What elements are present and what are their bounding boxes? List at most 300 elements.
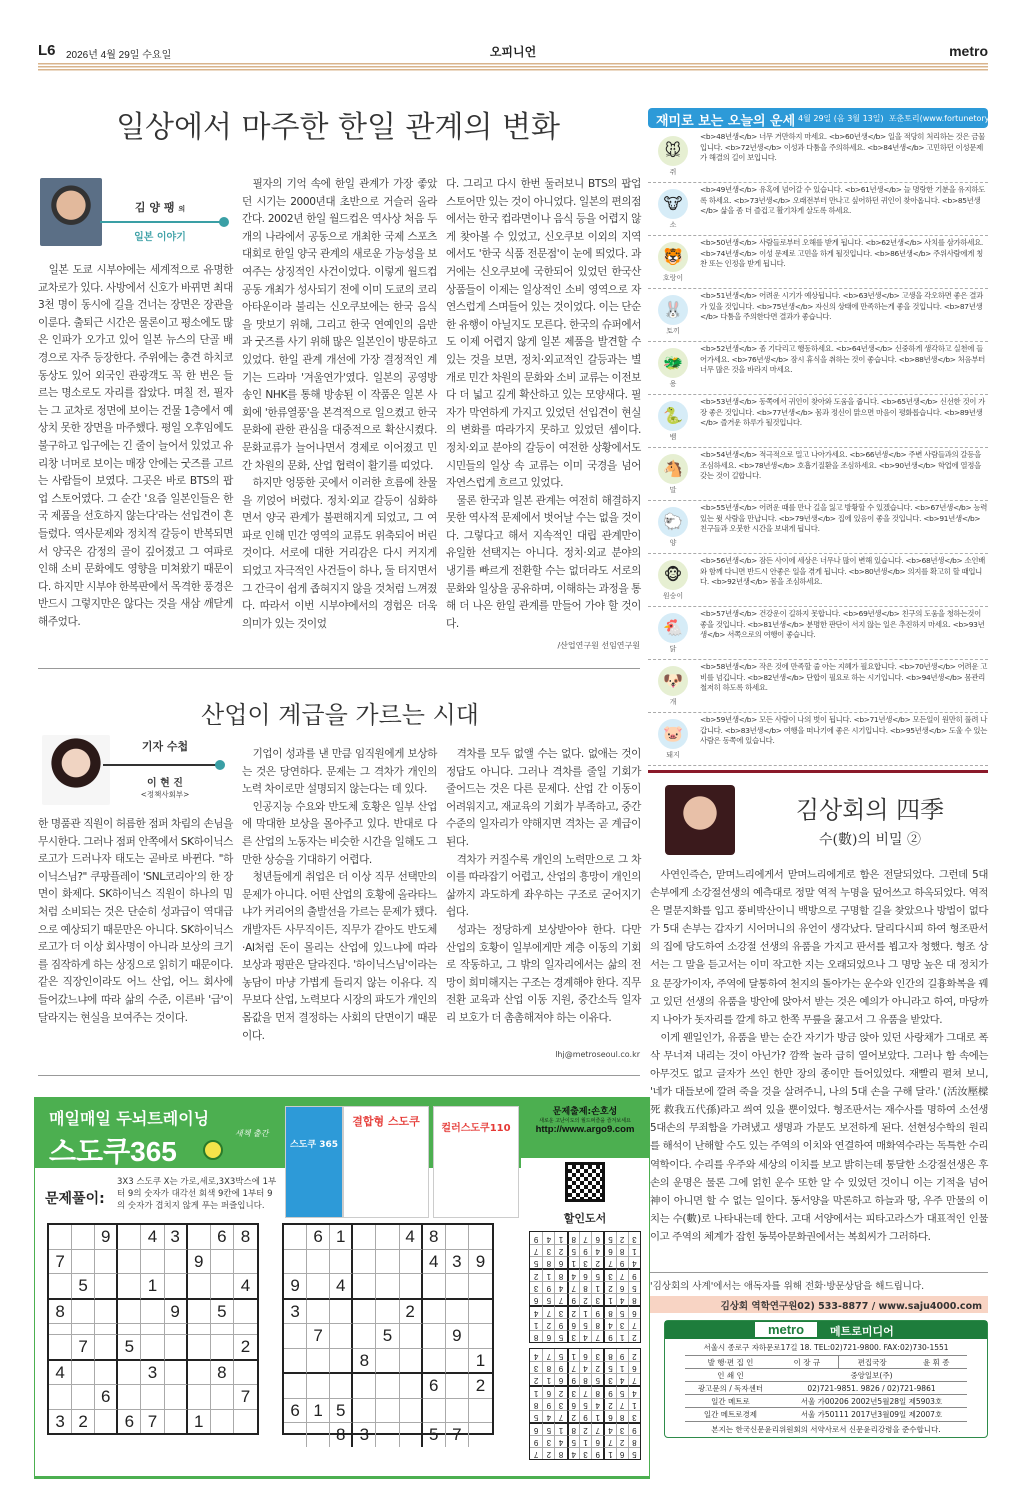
- sudoku-cell[interactable]: [234, 1410, 257, 1434]
- answer-grid-2: [529, 1348, 641, 1460]
- answer-cell: 1: [603, 1293, 615, 1305]
- column-name: 일본 이야기: [134, 232, 186, 243]
- sudoku-cell[interactable]: [95, 1250, 118, 1275]
- sudoku-cell[interactable]: [49, 1385, 72, 1410]
- sudoku-cell[interactable]: [165, 1385, 188, 1410]
- sudoku-cell[interactable]: [141, 1385, 164, 1410]
- answer-cell: 2: [616, 1232, 628, 1244]
- sudoku-cell[interactable]: [165, 1274, 188, 1300]
- sudoku-cell[interactable]: [165, 1324, 188, 1335]
- answer-cell: 8: [616, 1410, 628, 1422]
- article1-col3: 다. 그리고 다시 한번 둘러보니 BTS의 팝업 스토어만 있는 것이 아니었다. 일본의 편의점에서는 한국 컵라면이나 음식 등을 어렵지 않게 찾아볼 수 있었고, 신오쿠보 이외의 지역에서도 '한국 식품 전문점'이 눈에 띄었다. 과거에는 신오쿠보에 국한되어 있었던 한국산 상품들이 이제는 일상적인 소비 영역으로 자연스럽게 스며들어 있는 것이었다. 이는 단순한 유행이 아닐지도 모른다. 한국의 슈퍼에서도 이제 어렵지 않게 일본 제품을 발견할 수 있는 것을 보면, 정치·외교적인 갈등과는 별개로 민간 차원의 문화와 소비 교류는 이전보다 더 넓고 깊게 확산하고 있는 모양새다. 필자가 막연하게 가지고 있었던 선입견이 현실의 변화를 따라가지 못하고 있었던 셈이다. 정치·외교 분야의 갈등이 여전한 상황에서도 시민들의 일상 속 교류는 이미 국경을 넘어 자연스럽게 흐르고 있었다. 물론 한국과 일본 관계는 여전히 해결하지 못한 역사적 문제에서 벗어날 수는 없을 것이다. 그렇다고 해서 지속적인 대립 관계만이 유일한 선택지는 아니다. 정치·외교 분야의 냉기를 빠르게 전환할 수는 없더라도 서로의 문화와 일상을 공유하며, 이해하는 과정을 통해 더 나은 한일 관계를 만들어 가야 할 것이다.: [446, 178, 641, 630]
- sudoku-cell[interactable]: [141, 1324, 164, 1335]
- sudoku-description: 3X3 스도쿠 X는 가로,세로,3X3박스에 1부터 9의 숫자가 대각선 회색 9칸에 1부터 9의 숫자가 겹치지 않게 푸는 퍼즐입니다.: [117, 1177, 277, 1211]
- sudoku-cell[interactable]: 2: [234, 1335, 257, 1361]
- masthead-label: 일간 메트로: [685, 1395, 776, 1408]
- sudoku-cell[interactable]: [469, 1324, 492, 1349]
- sudoku-cell[interactable]: 4: [141, 1225, 164, 1250]
- answer-cell: 5: [530, 1256, 542, 1268]
- sudoku-cell[interactable]: 9: [165, 1300, 188, 1325]
- fortune-text: <b>59년생</b> 모든 사람이 나의 벗이 됩니다. <b>71년생</b> 모든일이 원만히 풀려 나갑니다. <b>83년생</b> 여행을 떠나기에 좋은 시기입니다. <b>95년생</b> 도울 수 있는 사람은 동쪽에 있습니다.: [700, 715, 988, 746]
- sudoku-cell[interactable]: 1: [307, 1399, 330, 1424]
- zodiac-pig-icon: 🐷: [658, 719, 688, 749]
- column-subtitle: 수(數)의 비밀 ②: [819, 832, 921, 848]
- sudoku-cell[interactable]: [72, 1250, 95, 1275]
- sudoku-cell[interactable]: [234, 1300, 257, 1325]
- sudoku-cell[interactable]: [118, 1300, 141, 1325]
- sudoku-cell[interactable]: [211, 1274, 234, 1300]
- sudoku-cell[interactable]: [188, 1324, 211, 1335]
- sudoku-cell[interactable]: 4: [234, 1274, 257, 1300]
- sudoku-cell[interactable]: [446, 1374, 469, 1399]
- sudoku-cell[interactable]: [284, 1374, 307, 1399]
- sudoku-cell[interactable]: [307, 1423, 330, 1447]
- sudoku-cell[interactable]: 4: [423, 1250, 446, 1275]
- answer-cell: 4: [530, 1305, 542, 1318]
- zodiac-label: 소: [669, 221, 677, 229]
- sudoku-cell[interactable]: 5: [211, 1300, 234, 1325]
- sudoku-cell[interactable]: 1: [188, 1410, 211, 1434]
- sudoku-cell[interactable]: [400, 1423, 423, 1447]
- sudoku-cell[interactable]: [284, 1250, 307, 1275]
- sudoku-cell[interactable]: [49, 1225, 72, 1250]
- answer-cell: 7: [554, 1293, 566, 1305]
- answer-cell: 8: [567, 1232, 579, 1244]
- sudoku-cell[interactable]: 6: [118, 1410, 141, 1434]
- sudoku-cell[interactable]: [400, 1274, 423, 1300]
- sudoku-cell[interactable]: [72, 1385, 95, 1410]
- sudoku-cell[interactable]: [353, 1274, 376, 1300]
- sudoku-cell[interactable]: [188, 1385, 211, 1410]
- article1-author: [110, 199, 210, 215]
- sudoku-cell[interactable]: [95, 1274, 118, 1300]
- sudoku-cell[interactable]: [188, 1335, 211, 1361]
- sudoku-cell[interactable]: [118, 1225, 141, 1250]
- answer-cell: 2: [542, 1447, 554, 1459]
- sudoku-cell[interactable]: 5: [376, 1324, 399, 1349]
- sudoku-cell[interactable]: 8: [353, 1349, 376, 1375]
- masthead-row: [685, 1408, 967, 1421]
- fortune-date: 4월 29일 (음 3월 13일): [798, 114, 884, 123]
- sudoku-grid-1[interactable]: [47, 1223, 259, 1435]
- sudoku-cell[interactable]: [353, 1300, 376, 1325]
- issue-date: 2026년 4월 29일 수요일: [66, 50, 172, 61]
- sudoku-cell[interactable]: 7: [141, 1410, 164, 1434]
- sudoku-cell[interactable]: [118, 1385, 141, 1410]
- mascot-icon: [203, 1140, 223, 1160]
- answer-cell: 5: [628, 1447, 640, 1459]
- answer-cell: 3: [579, 1447, 591, 1459]
- sudoku-cell[interactable]: 6: [211, 1225, 234, 1250]
- masthead-label: 편집국장: [838, 1356, 905, 1369]
- sudoku-cell[interactable]: [118, 1324, 141, 1335]
- sudoku-cell[interactable]: 1: [141, 1274, 164, 1300]
- answer-grid-1: [529, 1231, 641, 1343]
- sudoku-grid-2[interactable]: [282, 1223, 494, 1444]
- sudoku-cell[interactable]: 6: [423, 1374, 446, 1399]
- sudoku-cell[interactable]: [400, 1349, 423, 1375]
- answer-cell: 6: [616, 1281, 628, 1293]
- sudoku-cell[interactable]: 1: [330, 1225, 353, 1250]
- sudoku-cell[interactable]: [95, 1324, 118, 1335]
- sudoku-cell[interactable]: 9: [188, 1250, 211, 1275]
- sudoku-cell[interactable]: [330, 1349, 353, 1375]
- sudoku-cell[interactable]: 5: [330, 1399, 353, 1424]
- sudoku-cell[interactable]: 7: [307, 1324, 330, 1349]
- sudoku-cell[interactable]: 3: [165, 1225, 188, 1250]
- sudoku-cell[interactable]: 7: [446, 1423, 469, 1447]
- answer-cell: 8: [554, 1447, 566, 1459]
- sudoku-cell[interactable]: [446, 1399, 469, 1424]
- sudoku-cell[interactable]: [376, 1349, 399, 1375]
- sudoku-label: 문제풀이:: [45, 1191, 105, 1207]
- sudoku-cell[interactable]: 2: [469, 1374, 492, 1399]
- sudoku-cell[interactable]: [165, 1410, 188, 1434]
- zodiac-monkey-icon: 🐵: [658, 560, 688, 590]
- sudoku-cell[interactable]: [353, 1399, 376, 1424]
- sudoku-ad: [34, 1097, 650, 1479]
- sudoku-cell[interactable]: 8: [49, 1300, 72, 1325]
- sudoku-cell[interactable]: 8: [211, 1361, 234, 1386]
- answer-cell: 5: [591, 1268, 603, 1281]
- answer-cell: 3: [628, 1232, 640, 1244]
- sudoku-cell[interactable]: [307, 1374, 330, 1399]
- sudoku-cell[interactable]: [188, 1361, 211, 1386]
- answer-cell: 7: [542, 1305, 554, 1318]
- sudoku-cell[interactable]: [307, 1274, 330, 1300]
- sudoku-cell[interactable]: 6: [307, 1225, 330, 1250]
- sudoku-cell[interactable]: [307, 1250, 330, 1275]
- sudoku-cell[interactable]: [165, 1250, 188, 1275]
- sudoku-cell[interactable]: [188, 1225, 211, 1250]
- fortune-item: [648, 448, 988, 501]
- sudoku-cell[interactable]: [376, 1250, 399, 1275]
- sudoku-cell[interactable]: [284, 1324, 307, 1349]
- sudoku-cell[interactable]: 3: [284, 1300, 307, 1325]
- answer-cell: 5: [542, 1293, 554, 1305]
- sudoku-cell[interactable]: [118, 1274, 141, 1300]
- answer-cell: 3: [530, 1281, 542, 1293]
- sudoku-cell[interactable]: 8: [330, 1423, 353, 1447]
- sudoku-cell[interactable]: [95, 1300, 118, 1325]
- answer-cell: 9: [554, 1318, 566, 1330]
- answer-cell: 5: [579, 1398, 591, 1410]
- sudoku-cell[interactable]: 9: [446, 1324, 469, 1349]
- sudoku-cell[interactable]: [400, 1399, 423, 1424]
- answer-cell: 2: [616, 1435, 628, 1447]
- sudoku-cell[interactable]: [49, 1335, 72, 1361]
- sudoku-cell[interactable]: [95, 1361, 118, 1386]
- fortune-item: [648, 501, 988, 554]
- book-cover-2: 결합형 스도쿠: [343, 1106, 429, 1218]
- answer-cell: 1: [616, 1361, 628, 1373]
- answer-cell: 4: [628, 1385, 640, 1398]
- sudoku-cell[interactable]: [72, 1225, 95, 1250]
- answer-cell: 9: [628, 1422, 640, 1435]
- sudoku-cell[interactable]: [284, 1225, 307, 1250]
- sudoku-author: 문제출제:손호성: [552, 1107, 618, 1117]
- sudoku-cell[interactable]: [423, 1274, 446, 1300]
- sudoku-cell[interactable]: 9: [95, 1225, 118, 1250]
- answer-cell: 6: [542, 1385, 554, 1398]
- sudoku-cell[interactable]: [376, 1274, 399, 1300]
- sudoku-cell[interactable]: 7: [72, 1335, 95, 1361]
- sudoku-cell[interactable]: 3: [353, 1423, 376, 1447]
- sudoku-tagline: 새로운 고난이도의 월드퍼즐을 즐겨보세요: [539, 1118, 631, 1124]
- sudoku-cell[interactable]: [188, 1274, 211, 1300]
- column-contact[interactable]: 김상회 역학연구원02) 533-8877 / www.saju4000.com: [648, 1296, 988, 1313]
- book-cover-1: 스도쿠 365: [285, 1106, 343, 1218]
- sudoku-cell[interactable]: 8: [234, 1225, 257, 1250]
- header-divider: [38, 63, 988, 71]
- answer-cell: 3: [628, 1410, 640, 1422]
- sudoku-cell[interactable]: [118, 1361, 141, 1386]
- sudoku-cell[interactable]: [376, 1423, 399, 1447]
- sudoku-cell[interactable]: 9: [284, 1274, 307, 1300]
- sudoku-cell[interactable]: [423, 1324, 446, 1349]
- sudoku-cell[interactable]: [330, 1374, 353, 1399]
- sudoku-cell[interactable]: [469, 1300, 492, 1325]
- sudoku-cell[interactable]: [353, 1225, 376, 1250]
- column-note: '김상회의 사계'에서는 애독자를 위해 전화·방문상담을 해드립니다.: [650, 1281, 925, 1292]
- sudoku-cell[interactable]: [211, 1250, 234, 1275]
- sudoku-cell[interactable]: 2: [72, 1410, 95, 1434]
- sudoku-cell[interactable]: [211, 1335, 234, 1361]
- answer-cell: 3: [554, 1305, 566, 1318]
- sudoku-cell[interactable]: [72, 1300, 95, 1325]
- sudoku-cell[interactable]: [211, 1324, 234, 1335]
- fortune-text: <b>49년생</b> 유혹에 넘어갈 수 있습니다. <b>61년생</b> 늘 명랑한 기분을 유지하도록 하세요. <b>73년생</b> 오래전부터 만나고 싶어하던 귀인이 찾아옵니다. <b>85년생</b> 삶을 좀 더 즐겁고 활기차게 살도록 하세요.: [700, 185, 986, 216]
- masthead-label: 발 행·편 집 인: [685, 1356, 776, 1369]
- answer-cell: 8: [530, 1398, 542, 1410]
- masthead-value: 이 장 규: [776, 1356, 838, 1369]
- sudoku-cell[interactable]: [469, 1274, 492, 1300]
- answer-cell: 6: [567, 1398, 579, 1410]
- fortune-source: 포춘토리(www.fortunetory.com): [888, 114, 1012, 123]
- answer-cell: 7: [616, 1398, 628, 1410]
- sudoku-cell[interactable]: 3: [141, 1361, 164, 1386]
- zodiac-label: 개: [669, 698, 677, 706]
- sudoku-cell[interactable]: [376, 1399, 399, 1424]
- sudoku-cell[interactable]: 2: [400, 1300, 423, 1325]
- answer-cell: 9: [542, 1281, 554, 1293]
- fortune-text: <b>51년생</b> 어려운 시기가 예상됩니다. <b>63년생</b> 고생을 각오하면 좋은 결과가 있을 것입니다. <b>75년생</b> 자신의 상태에 만족하는게 좋을 것입니다. <b>87년생</b> 다툼을 주의한다면 결과가 좋습니다.: [700, 291, 983, 322]
- fortune-item: [648, 342, 988, 395]
- author-name: 김 양 팽: [134, 201, 175, 214]
- answer-cell: 8: [603, 1349, 615, 1361]
- sudoku-cell[interactable]: 5: [423, 1423, 446, 1447]
- fortune-text: <b>55년생</b> 어려운 때를 만나 길을 잃고 방황할 수 있겠습니다. <b>67년생</b> 능력 있는 윗 사람을 만납니다. <b>79년생</b> 집에 있음이 좋을 것입니다. <b>91년생</b> 친구들과 오붓한 시간을 보내게 됩니다.: [700, 503, 988, 534]
- section-title: 오피니언: [489, 45, 537, 59]
- answer-cell: 9: [567, 1293, 579, 1305]
- masthead-value: 서울 가50111 2017년3월09일 제2007호: [776, 1408, 967, 1421]
- fortune-item: [648, 607, 988, 660]
- article2-col2: 기업이 성과를 낸 만큼 임직원에게 보상하는 것은 당연하다. 문제는 그 격차가 개인의 노력 차이로만 설명되지 않는다는 데 있다. 인공지능 수요와 반도체 호황은 일부 산업에 막대한 보상을 몰아주고 있다. 반대로 다른 산업의 노동자는 비슷한 시간을 일해도 그만한 상승을 기대하기 어렵다. 청년들에게 취업은 더 이상 직무 선택만의 문제가 아니다. 어떤 산업의 호황에 올라타느냐가 커리어의 출발선을 가르는 문제가 됐다. 개발자든 사무직이든, 직무가 같아도 반도체·AI처럼 돈이 몰리는 산업에 있느냐에 따라 보상과 평판은 달라진다. '하이닉스님'이라는 농담이 마냥 가볍게 들리지 않는 이유다. 직무보다 산업, 노력보다 시장의 파도가 개인의 몸값을 먼저 결정하는 사회의 단면이기 때문이다.: [242, 748, 437, 1042]
- answer-cell: 1: [628, 1398, 640, 1410]
- answer-cell: 5: [603, 1232, 615, 1244]
- sudoku-cell[interactable]: 4: [400, 1225, 423, 1250]
- sudoku-cell[interactable]: 3: [49, 1410, 72, 1434]
- sudoku-cell[interactable]: 5: [118, 1335, 141, 1361]
- sudoku-cell[interactable]: [376, 1300, 399, 1325]
- sudoku-cell[interactable]: [353, 1324, 376, 1349]
- zodiac-label: 뱀: [669, 433, 677, 441]
- masthead-value: 윤 휘 종: [906, 1356, 967, 1369]
- answer-cell: 7: [579, 1232, 591, 1244]
- sudoku-cell[interactable]: [330, 1324, 353, 1349]
- page-number: L6: [38, 42, 56, 59]
- answer-cell: 6: [628, 1305, 640, 1318]
- sudoku-cell[interactable]: [307, 1349, 330, 1375]
- answer-cell: 3: [554, 1398, 566, 1410]
- sudoku-cell[interactable]: [423, 1399, 446, 1424]
- answer-cell: 2: [567, 1410, 579, 1422]
- answer-cell: 4: [567, 1447, 579, 1459]
- sudoku-cell[interactable]: [423, 1349, 446, 1375]
- sudoku-cell[interactable]: 1: [469, 1349, 492, 1375]
- sudoku-cell[interactable]: 8: [423, 1225, 446, 1250]
- sudoku-cell[interactable]: [446, 1300, 469, 1325]
- sudoku-cell[interactable]: [95, 1335, 118, 1361]
- answer-cell: 1: [530, 1318, 542, 1330]
- sudoku-cell[interactable]: [234, 1361, 257, 1386]
- sudoku-cell[interactable]: [284, 1423, 307, 1447]
- sudoku-cell[interactable]: [165, 1335, 188, 1361]
- fortune-text: <b>54년생</b> 적극적으로 밀고 나아가세요. <b>66년생</b> 주변 사람들과의 갈등을 조심하세요. <b>78년생</b> 호흡기질환을 조심하세요. <b>90년생</b> 학업에 열정을 갖는 것이 길합니다.: [700, 450, 981, 481]
- answer-cell: 5: [554, 1330, 566, 1342]
- sudoku-cell[interactable]: [307, 1300, 330, 1325]
- answer-cell: 6: [554, 1256, 566, 1268]
- article2-col3: 격차를 모두 없앨 수는 없다. 없애는 것이 정답도 아니다. 그러나 격차를 줄일 기회가 줄어드는 것은 다른 문제다. 산업 간 이동이 어려워지고, 재교육의 기회가 부족하고, 중간 수준의 일자리가 약해지면 격차는 곧 계급이 된다. 격차가 커질수록 개인의 노력만으로 그 차이를 따라잡기 어렵고, 산업의 흥망이 개인의 삶까지 과도하게 좌우하는 구조로 굳어지기 쉽다. 성과는 정당하게 보상받아야 한다. 다만 산업의 호황이 일부에게만 계층 이동의 기회로 작동하고, 그 밖의 일자리에서는 삶의 전망이 희미해지는 구조는 경계해야 한다. 직무 전환 교육과 산업 이동 지원, 중간소득 일자리 보호가 더 촘촘해져야 하는 이유다.: [446, 748, 641, 1024]
- answer-cell: 1: [579, 1435, 591, 1447]
- masthead-row: [685, 1382, 967, 1395]
- sudoku-cell[interactable]: [353, 1374, 376, 1399]
- zodiac-snake-icon: 🐍: [658, 401, 688, 431]
- sudoku-cell[interactable]: [49, 1324, 72, 1335]
- sudoku-cell[interactable]: [469, 1423, 492, 1447]
- answer-cell: 5: [628, 1281, 640, 1293]
- answer-cell: 6: [603, 1244, 615, 1256]
- sudoku-cell[interactable]: [211, 1385, 234, 1410]
- zodiac-ox-icon: 🐮: [658, 189, 688, 219]
- answer-cell: 2: [542, 1318, 554, 1330]
- sudoku-cell[interactable]: 7: [49, 1250, 72, 1275]
- answer-cell: 7: [542, 1349, 554, 1361]
- answer-cell: 6: [603, 1410, 615, 1422]
- fortune-item: [648, 713, 988, 766]
- sudoku-cell[interactable]: [423, 1300, 446, 1325]
- sudoku-cell[interactable]: [234, 1250, 257, 1275]
- sudoku-cell[interactable]: [469, 1399, 492, 1424]
- discount-label: 할인도서: [563, 1212, 607, 1225]
- column-top-rule: [648, 770, 988, 773]
- sudoku-cell[interactable]: 4: [330, 1274, 353, 1300]
- answer-cell: 3: [567, 1330, 579, 1342]
- masthead-address: 서울시 종로구 자하문로17길 18. TEL:02)721-9800. FAX:02)730-1551: [703, 1343, 949, 1352]
- sudoku-url[interactable]: http://www.argo9.com: [535, 1124, 635, 1135]
- sudoku-cell[interactable]: [211, 1410, 234, 1434]
- sudoku-cell[interactable]: 7: [234, 1385, 257, 1410]
- answer-cell: 5: [616, 1305, 628, 1318]
- sudoku-banner-line1: 매일매일 두뇌트레이닝: [49, 1109, 210, 1128]
- zodiac-label: 토끼: [666, 327, 680, 335]
- sudoku-cell[interactable]: [234, 1324, 257, 1335]
- sudoku-cell[interactable]: [400, 1250, 423, 1275]
- fortune-subtitle: [798, 113, 1011, 124]
- sudoku-cell[interactable]: [141, 1300, 164, 1325]
- fortune-item: [648, 554, 988, 607]
- masthead-value: 중앙일보(주): [776, 1369, 967, 1382]
- qr-code-icon[interactable]: [565, 1162, 605, 1202]
- zodiac-label: 용: [669, 380, 677, 388]
- sudoku-cell[interactable]: [141, 1250, 164, 1275]
- answer-cell: 6: [554, 1373, 566, 1385]
- answer-cell: 7: [628, 1373, 640, 1385]
- answer-cell: 6: [542, 1330, 554, 1342]
- answer-cell: 9: [530, 1435, 542, 1447]
- zodiac-dog-icon: 🐶: [658, 666, 688, 696]
- sudoku-cell[interactable]: [446, 1225, 469, 1250]
- sudoku-cell[interactable]: [95, 1410, 118, 1434]
- sudoku-cell[interactable]: 9: [469, 1250, 492, 1275]
- sudoku-cell[interactable]: [284, 1349, 307, 1375]
- sudoku-cell[interactable]: [353, 1250, 376, 1275]
- sudoku-cell[interactable]: [446, 1274, 469, 1300]
- answer-cell: 8: [579, 1373, 591, 1385]
- answer-cell: 7: [616, 1268, 628, 1281]
- answer-cell: 2: [591, 1256, 603, 1268]
- masthead-value: 02)721-9851. 9826 / 02)721-9861: [776, 1382, 967, 1395]
- sudoku-cell[interactable]: [376, 1225, 399, 1250]
- sudoku-cell[interactable]: 6: [95, 1385, 118, 1410]
- sudoku-cell[interactable]: [49, 1274, 72, 1300]
- reporter-dept: <정책사회부>: [140, 790, 190, 799]
- sudoku-cell[interactable]: [469, 1225, 492, 1250]
- sudoku-cell[interactable]: 5: [72, 1274, 95, 1300]
- sudoku-cell[interactable]: [188, 1300, 211, 1325]
- sudoku-cell[interactable]: 6: [284, 1399, 307, 1424]
- article1-col2: 필자의 기억 속에 한일 관계가 가장 좋았던 시기는 2000년대 초반으로 거슬러 올라간다. 2002년 한일 월드컵은 역사상 처음 두 개의 나라에서 공동으로 개최한 국제 스포츠 대회로 한일 양국 관계의 새로운 가능성을 보여주는 상징적인 사건이었다. 이렇게 월드컵 공동 개최가 성사되기 전에 이미 도쿄의 코리아타운이라 불리는 신오쿠보에는 한국 음식을 맛보기 위해, 그리고 한국 연예인의 음반과 굿즈를 사기 위해 많은 일본인이 방문하고 있었다. 한일 관계 개선에 가장 결정적인 계기는 드라마 '겨울연가'였다. 일본의 공영방송인 NHK를 통해 방송된 이 작품은 일본 사회에 '한류열풍'을 본격적으로 일으켰고 한국 문화에 관한 관심을 대중적으로 확산시켰다. 문화교류가 늘어나면서 경제로 이어졌고 민간 차원의 문화, 산업 협력이 활기를 띠었다. 하지만 엉뚱한 곳에서 이러한 흐름에 찬물을 끼얹어 버렸다. 정치·외교 갈등이 심화하면서 양국 관계가 불편해지게 되었고, 그 여파로 인해 민간 영역의 교류도 위축되어 버린 것이다. 서로에 대한 거리감은 다시 커지게 되었고 자극적인 사건들이 하나, 둘 터지면서 그 간극이 쉽게 좁혀지지 않을 것처럼 느껴졌다. 따라서 이번 시부야에서의 경험은 더욱 의미가 있는 것이었: [242, 178, 437, 630]
- answer-cell: 8: [591, 1385, 603, 1398]
- sudoku-cell[interactable]: 3: [446, 1250, 469, 1275]
- author-suffix: 의: [178, 205, 186, 213]
- sudoku-cell[interactable]: [400, 1374, 423, 1399]
- answer-cell: 7: [591, 1422, 603, 1435]
- sudoku-cell[interactable]: [141, 1335, 164, 1361]
- sudoku-cell[interactable]: [446, 1349, 469, 1375]
- reporter-email[interactable]: lhj@metroseoul.co.kr: [555, 1050, 640, 1059]
- sudoku-cell[interactable]: [118, 1250, 141, 1275]
- sudoku-cell[interactable]: [400, 1324, 423, 1349]
- sudoku-cell[interactable]: [376, 1374, 399, 1399]
- sudoku-cell[interactable]: [72, 1324, 95, 1335]
- answer-cell: 4: [591, 1244, 603, 1256]
- answer-cell: 1: [591, 1281, 603, 1293]
- answer-cell: 8: [579, 1281, 591, 1293]
- sudoku-cell[interactable]: [72, 1361, 95, 1386]
- sudoku-cell[interactable]: [330, 1300, 353, 1325]
- answer-cell: 3: [616, 1422, 628, 1435]
- sudoku-cell[interactable]: [330, 1250, 353, 1275]
- answer-cell: 6: [628, 1361, 640, 1373]
- article2-col1: 한 명품관 직원이 허름한 점퍼 차림의 손님을 무시한다. 그러나 점퍼 안쪽에서 SK하이닉스 로고가 드러나자 태도는 곧바로 바뀐다. "하이닉스님?" 쿠팡플레이 'SNL코리아'의 한 장면이 화제다. SK하이닉스 직원이 하나의 밈처럼 소비되는 것은 단순히 성과급이 역대급으로 예상되기 때문만은 아니다. SK하이닉스 로고가 더 이상 회사명이 아니라 보상의 크기를 짐작하게 하는 상징으로 읽히기 때문이다. 같은 직장인이라도 어느 산업, 어느 회사에 들어갔느냐에 따라 삶의 수준, 이른바 '급'이 달라지는 현실을 보여주는 것이다.: [38, 818, 233, 1024]
- sudoku-cell[interactable]: 4: [49, 1361, 72, 1386]
- column-divider: [650, 1272, 988, 1273]
- sudoku-cell[interactable]: [165, 1361, 188, 1386]
- masthead-footer: 본지는 한국신문윤리위원회의 서약사로서 신문윤리강령을 준수합니다.: [685, 1421, 967, 1435]
- answer-cell: 7: [591, 1330, 603, 1342]
- answer-cell: 4: [591, 1398, 603, 1410]
